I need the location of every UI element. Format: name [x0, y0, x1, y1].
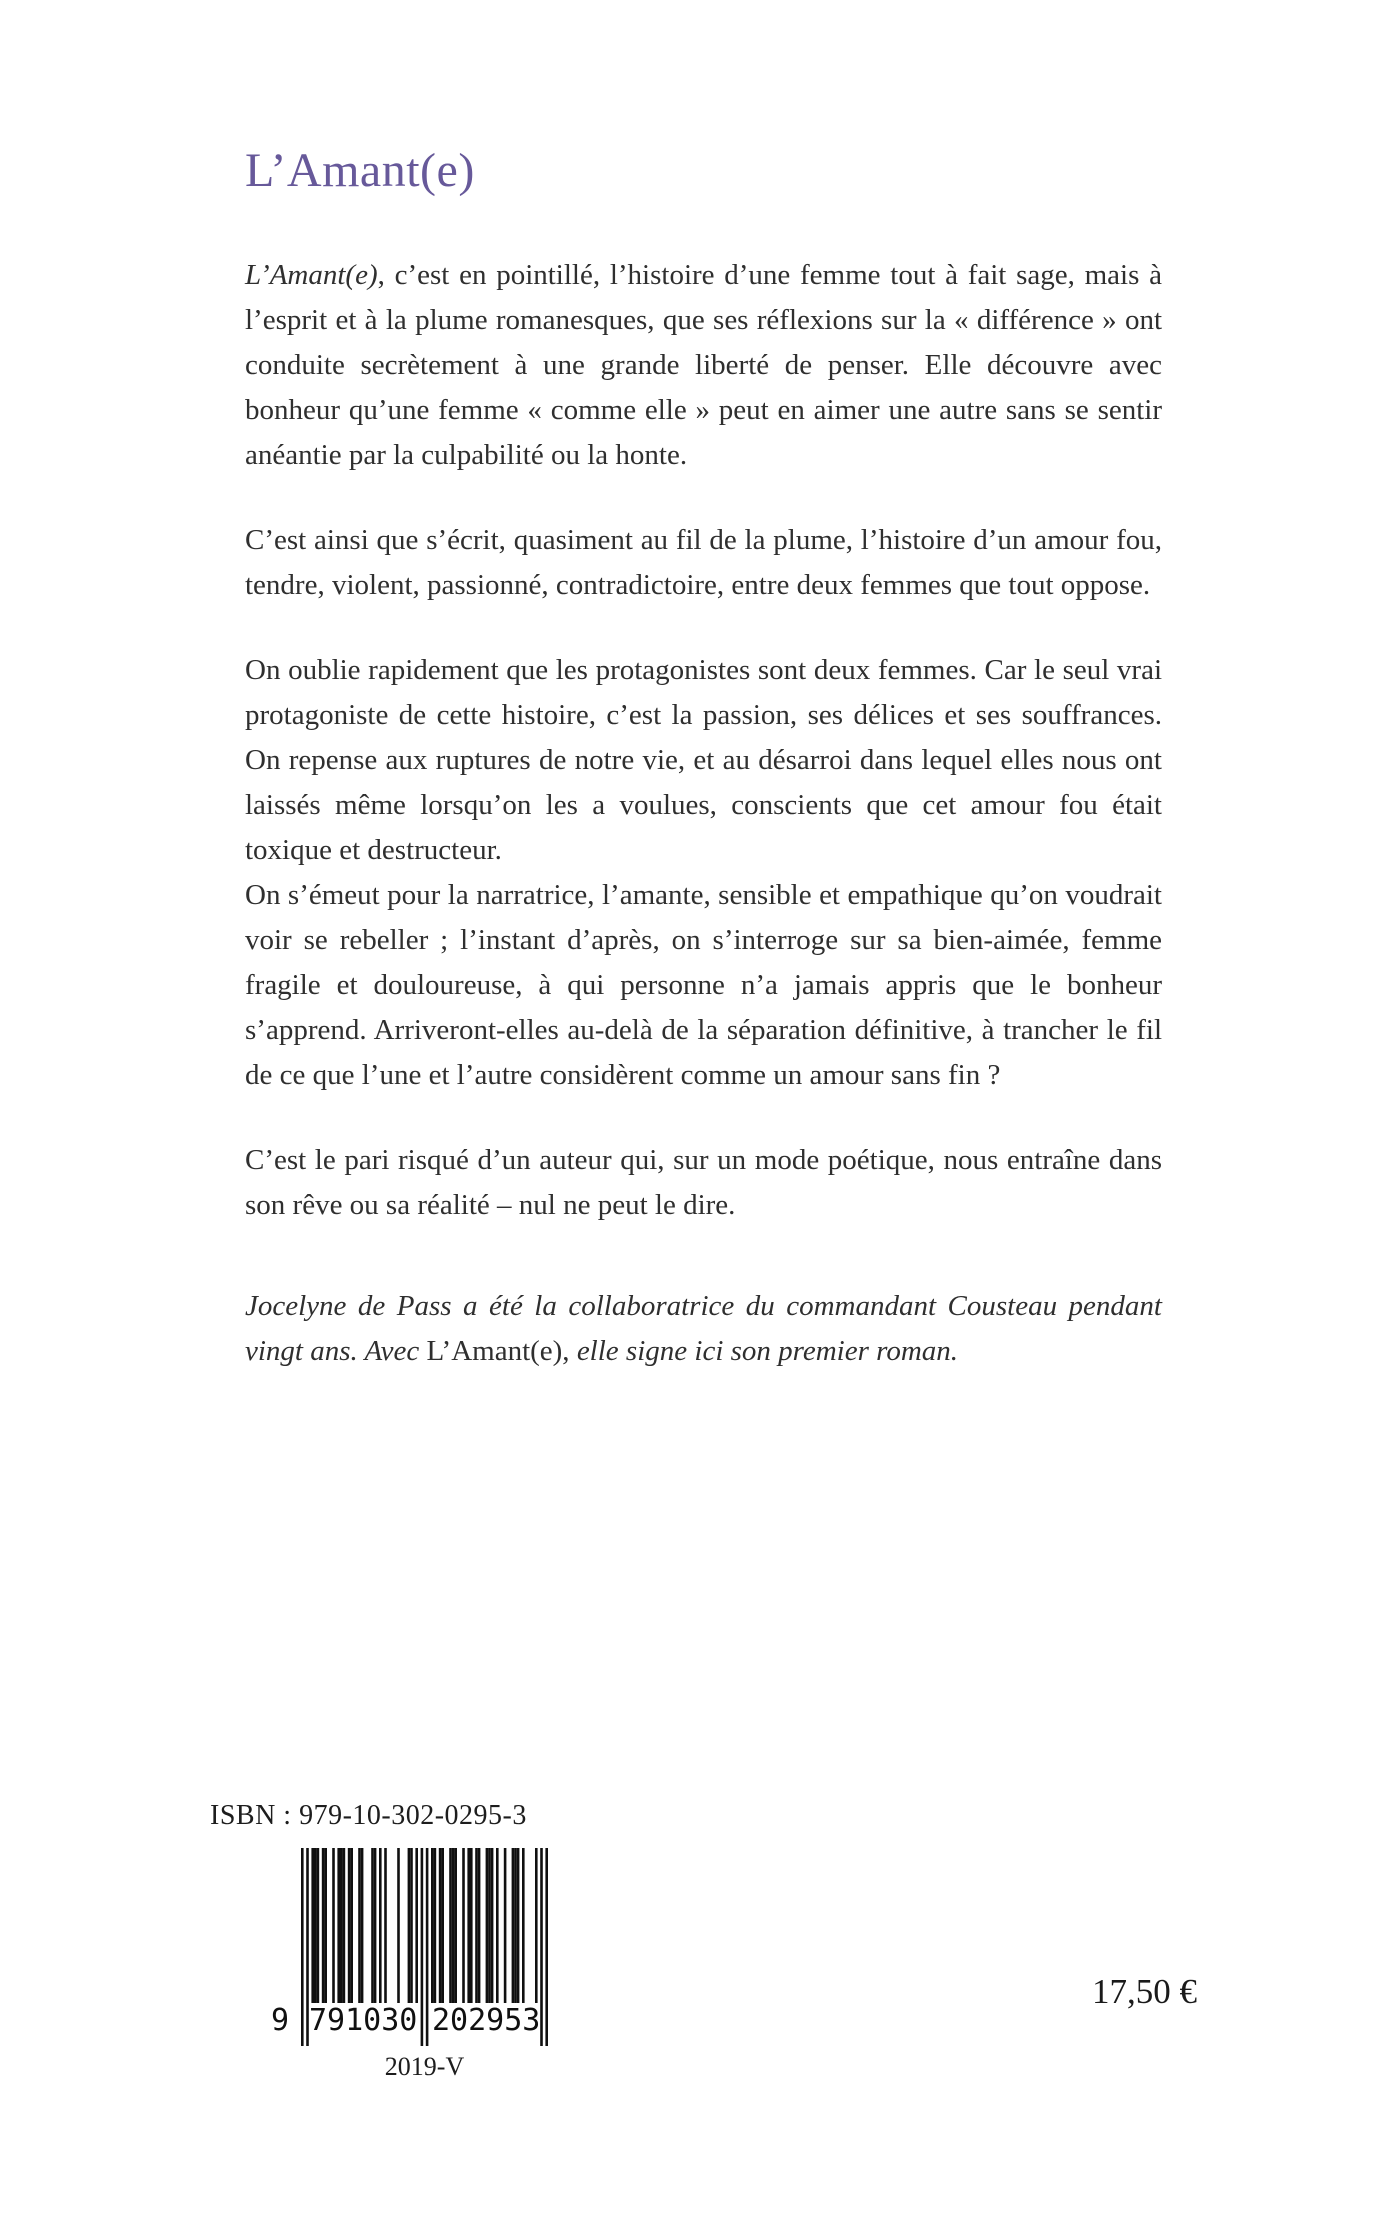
blurb-paragraph — [245, 648, 1162, 873]
blurb-paragraph — [245, 873, 1162, 1098]
isbn-text: ISBN : 979-10-302-0295-3 — [210, 1800, 527, 1831]
text-run: C’est ainsi que s’écrit, quasiment au fil de la plume, l’histoire d’un amour fou, tendre, violent, passionné, contradictoire, entre deux femmes que tout oppose. — [245, 524, 1162, 601]
italic-text-run: Jocelyne de Pass a été la collaboratrice du commandant Cousteau pendant vingt ans. Avec — [245, 1290, 1162, 1367]
text-run: C’est le pari risqué d’un auteur qui, sur un mode poétique, nous entraîne dans son rêve ou sa réalité – nul ne peut le dire. — [245, 1144, 1162, 1221]
blurb-column — [245, 144, 1162, 1374]
barcode-digits-left: 791030 — [309, 2003, 418, 2038]
italic-text-run: L’Amant(e) — [245, 259, 378, 291]
barcode-digit-system: 9 — [271, 2003, 290, 2038]
price: 17,50 € — [1092, 1972, 1197, 2011]
edition-code: 2019-V — [384, 2052, 465, 2081]
text-run: On s’émeut pour la narratrice, l’amante, sensible et empathique qu’on voudrait voir se rebeller ; l’instant d’après, on s’interroge sur sa bien-aimée, femme fragile et douloureuse, à qui personne n’a jamais appris que le bonheur s’apprend. Arriveront-elles au-delà de la séparation définitive, à trancher le fil de ce que l’une et l’autre considèrent comme un amour sans fin ? — [245, 879, 1162, 1091]
barcode-digits-right: 202953 — [432, 2003, 541, 2038]
italic-text-run: elle signe ici son premier roman. — [569, 1335, 959, 1367]
text-run: On oublie rapidement que les protagonistes sont deux femmes. Car le seul vrai protagoniste de cette histoire, c’est la passion, ses délices et ses souffrances. On repense aux ruptures de notre vie, et au désarroi dans lequel elles nous ont laissés même lorsqu’on les a voulues, conscients que cet amour fou était toxique et destructeur. — [245, 654, 1162, 866]
blurb-paragraph — [245, 518, 1162, 608]
barcode — [271, 1848, 548, 2048]
author-note-paragraph — [245, 1284, 1162, 1374]
text-run: L’Amant(e), — [426, 1335, 570, 1367]
book-title: L’Amant(e) — [245, 144, 475, 197]
blurb-paragraph — [245, 253, 1162, 478]
blurb-paragraph — [245, 1138, 1162, 1228]
text-run: , c’est en pointillé, l’histoire d’une femme tout à fait sage, mais à l’esprit et à la plume romanesques, que ses réflexions sur la « différence » ont conduite secrètement à une grande liberté de penser. Elle découvre avec bonheur qu’une femme « comme elle » peut en aimer une autre sans se sentir anéantie par la culpabilité ou la honte. — [245, 259, 1162, 471]
blurb — [245, 253, 1162, 1374]
